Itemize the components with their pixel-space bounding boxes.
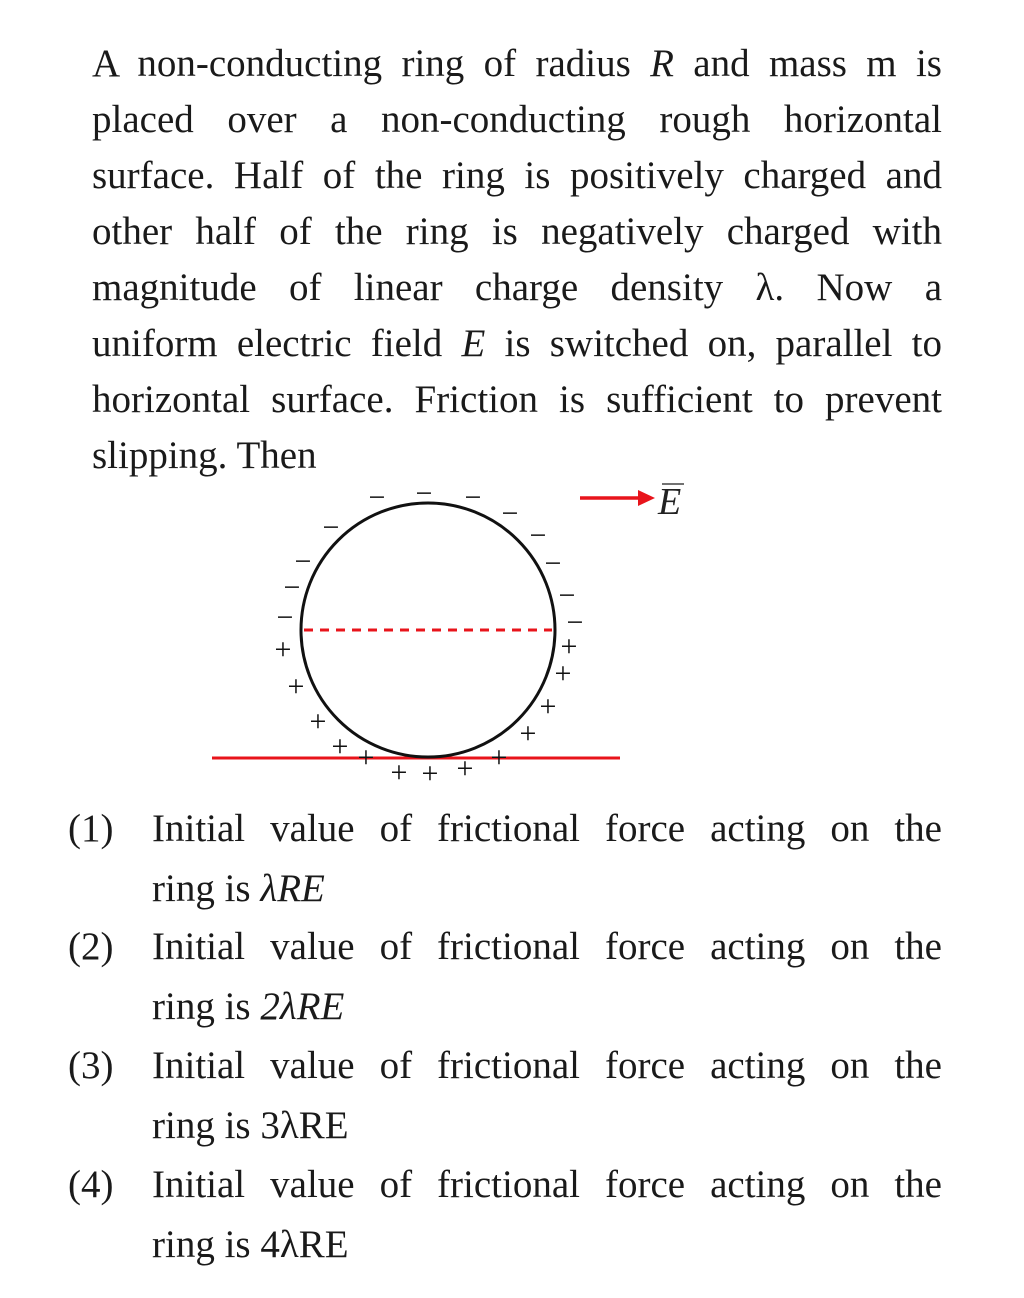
option-line: Initial value of frictional force acting on the: [152, 1163, 942, 1206]
positive-charge-sign: +: [539, 690, 557, 723]
option-answer: 2λRE: [260, 985, 345, 1028]
negative-charge-sign: −: [566, 606, 584, 639]
option-prefix: ring is: [152, 1104, 261, 1147]
positive-charge-sign: +: [274, 633, 292, 666]
field-label: E: [658, 481, 682, 523]
option-text: [152, 1037, 942, 1157]
positive-charge-sign: +: [519, 717, 537, 750]
positive-charge-sign: +: [456, 752, 474, 785]
option-number: (3): [68, 1044, 114, 1087]
option-prefix: ring is: [152, 867, 261, 910]
positive-charge-sign: +: [287, 670, 305, 703]
option-line: [152, 1216, 942, 1276]
negative-charge-sign: −: [544, 547, 562, 580]
positive-charge-sign: +: [331, 730, 349, 763]
text-segment: placed over a non-conducting rough horizontal: [92, 98, 942, 141]
electric-field-arrow: [580, 490, 655, 506]
option-text: [152, 1156, 942, 1276]
option-line: [152, 1097, 942, 1157]
positive-charge-sign: +: [490, 741, 508, 774]
negative-charge-sign: −: [276, 601, 294, 634]
negative-charge-sign: −: [558, 579, 576, 612]
option-prefix: ring is: [152, 985, 261, 1028]
option-number: (2): [68, 925, 114, 968]
math-symbol: R: [650, 42, 674, 85]
option-answer: 3λRE: [260, 1104, 349, 1147]
option-answer: λRE: [260, 867, 325, 910]
option-line: Initial value of frictional force acting on the: [152, 1044, 942, 1087]
positive-charge-sign: +: [357, 741, 375, 774]
negative-charge-sign: −: [322, 511, 340, 544]
math-symbol: E: [461, 322, 486, 365]
positive-charge-sign: +: [309, 705, 327, 738]
positive-charge-sign: +: [421, 757, 439, 790]
option-line: Initial value of frictional force acting on the: [152, 925, 942, 968]
text-segment: uniform electric field: [92, 322, 462, 365]
text-segment: horizontal surface. Friction is sufficient to prevent: [92, 378, 942, 421]
option-text: [152, 800, 942, 920]
text-segment: A non-conducting ring of radius: [92, 42, 651, 85]
negative-charge-sign: −: [529, 519, 547, 552]
positive-charge-sign: +: [554, 657, 572, 690]
text-segment: slipping. Then: [92, 434, 317, 477]
negative-charge-sign: −: [501, 497, 519, 530]
option-prefix: ring is: [152, 1223, 261, 1266]
negative-charge-sign: −: [464, 481, 482, 514]
option-text: [152, 918, 942, 1038]
text-segment: other half of the ring is negatively charged with: [92, 210, 942, 253]
text-segment: surface. Half of the ring is positively charged and: [92, 154, 942, 197]
text-segment: is switched on, parallel to: [485, 322, 942, 365]
option-line: [152, 860, 942, 920]
text-segment: and mass m is: [673, 42, 942, 85]
negative-charge-sign: −: [368, 481, 386, 514]
negative-charge-sign: −: [283, 571, 301, 604]
negative-charge-sign: −: [415, 477, 433, 510]
text-segment: magnitude of linear charge density λ. Now a: [92, 266, 942, 309]
positive-charge-sign: +: [390, 756, 408, 789]
positive-charge-sign: +: [560, 630, 578, 663]
option-number: (4): [68, 1163, 114, 1206]
option-line: Initial value of frictional force acting on the: [152, 807, 942, 850]
option-line: [152, 978, 942, 1038]
negative-charge-sign: −: [294, 545, 312, 578]
option-number: (1): [68, 807, 114, 850]
option-answer: 4λRE: [260, 1223, 349, 1266]
